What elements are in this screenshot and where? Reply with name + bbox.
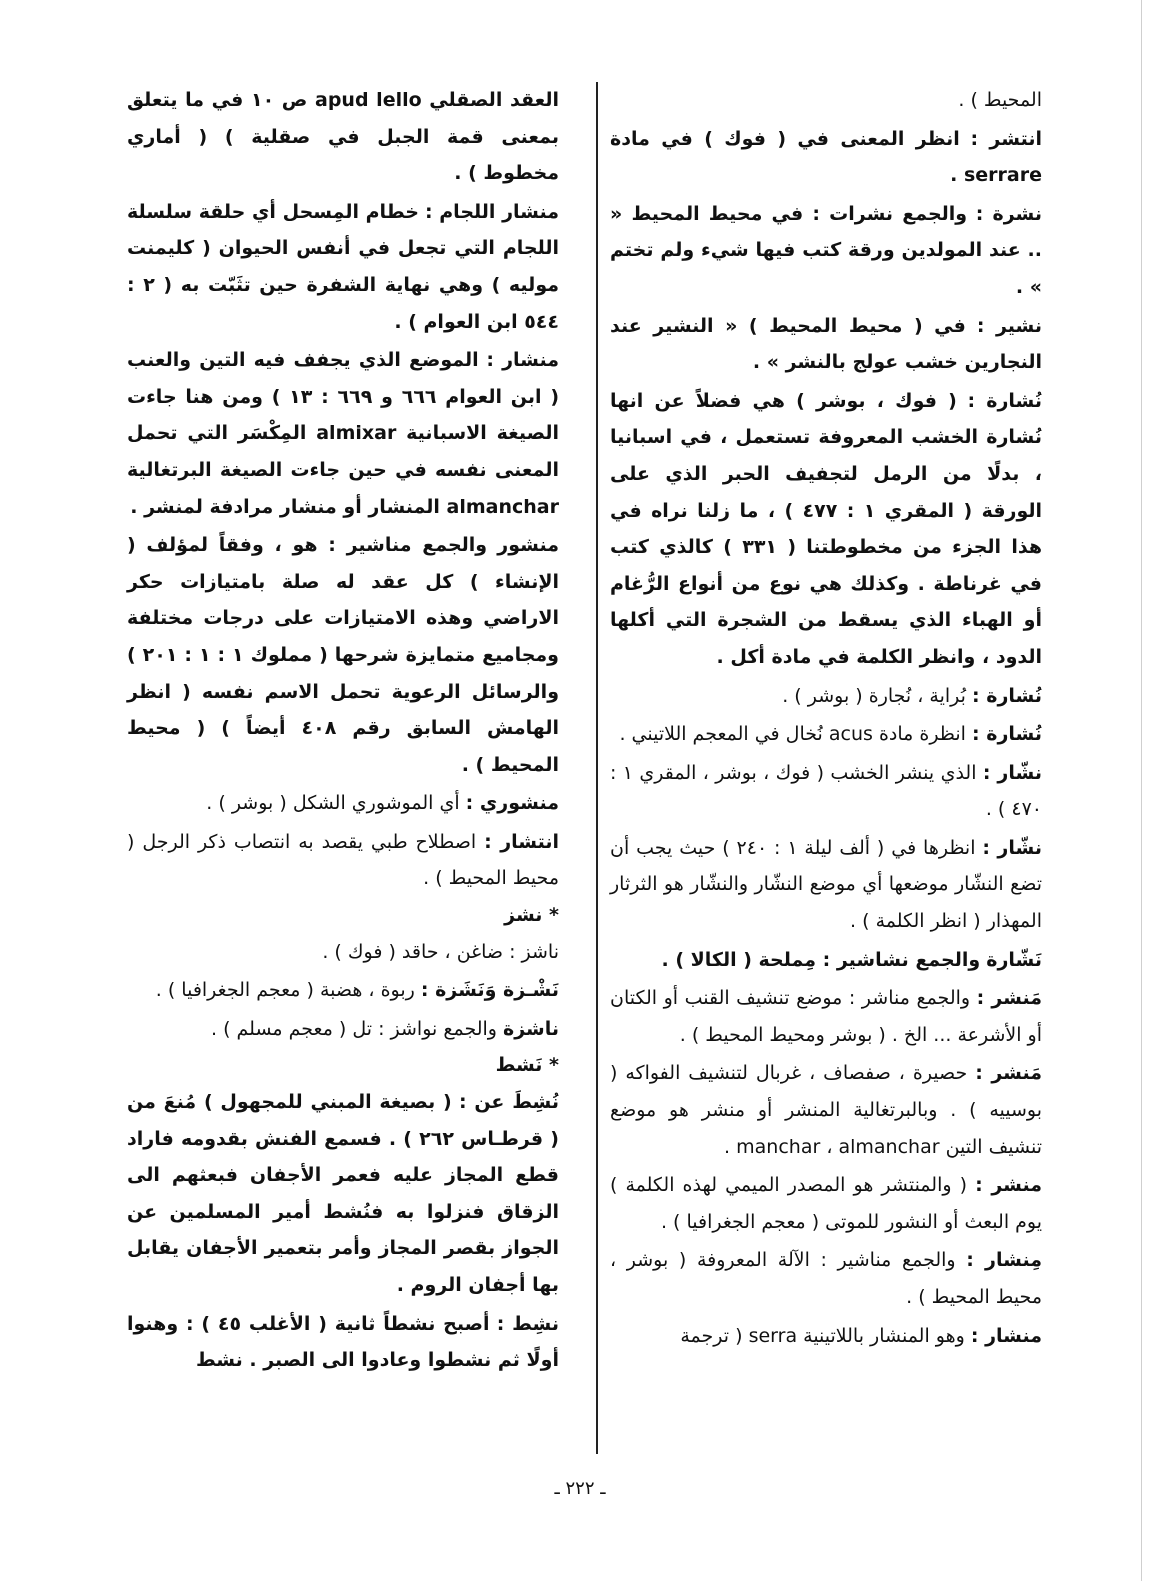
entry-headword: نَشّارة bbox=[986, 948, 1042, 971]
entry-body: ( والمنتشر هو المصدر الميمي لهذه الكلمة ) يوم البعث أو النشور للموتى ( معجم الجغرافيا ) . bbox=[610, 1174, 1042, 1233]
entry-headword: نُشارة : bbox=[972, 723, 1042, 746]
entry bbox=[610, 308, 1042, 381]
root-heading: * نشز bbox=[504, 904, 559, 927]
entry-body: وهو المنشار باللاتينية serra ( ترجمة bbox=[680, 1324, 965, 1347]
entry bbox=[610, 716, 1042, 753]
entry-headword: نَشْـزة وَنَشَزة : bbox=[420, 979, 559, 1002]
root-heading: * نَشط bbox=[495, 1054, 559, 1077]
right-column bbox=[610, 82, 1042, 1354]
entry bbox=[610, 980, 1042, 1053]
entry bbox=[127, 194, 559, 340]
left-column bbox=[127, 82, 559, 1379]
entry-headword: نشير : bbox=[976, 314, 1042, 337]
entry-body: انظرها في ( ألف ليلة ١ : ٢٤٠ ) حيث يجب أن تضع النشّار موضعها أي موضع النشّار والنشّار هو الثرثار المهذار ( انظر الكلمة ) . bbox=[610, 836, 1042, 933]
entry-headword: نُشارة : bbox=[967, 389, 1042, 412]
entry-headword: مِنشار : bbox=[966, 1249, 1042, 1272]
page-number: ـ ٢٢٢ ـ bbox=[554, 1478, 606, 1499]
entry bbox=[610, 678, 1042, 715]
entry-body: الذي ينشر الخشب ( فوك ، بوشر ، المقري ١ : ٤٧٠ ) . bbox=[610, 761, 1042, 821]
entry bbox=[610, 82, 1042, 119]
entry bbox=[610, 942, 1042, 979]
entry-headword: منشار : bbox=[486, 349, 560, 372]
entry-body: في ( محيط المحيط ) « النشير عند النجارين خشب عولج بالنشر » . bbox=[610, 314, 1042, 374]
entry-headword: نشرة : bbox=[975, 202, 1042, 225]
column-divider bbox=[596, 82, 598, 1454]
entry bbox=[127, 934, 559, 971]
entry-body: ( بصيغة المبني للمجهول ) مُنعَ من ( قرطـاس ٢٦٢ ) . فسمع الفنش بقدومه فاراد قطع المجاز عليه فعمر الأجفان فبعثهم الى الزقاق فنزلوا به فنُشط أمير المسلمين عن الجواز بقصر المجاز وأمر بتعمير الأجفان يقابل بها أجفان الروم . bbox=[127, 1091, 559, 1296]
entry-body: والجمع نواشز : تل ( معجم مسلم ) . bbox=[210, 1017, 497, 1040]
entry bbox=[127, 1011, 559, 1048]
entry bbox=[127, 824, 559, 897]
entry-body: حصيرة ، صفصاف ، غربال لتنشيف الفواكه ( بوسييه ) . وبالبرتغالية المنشر أو منشر هو موضع تنشيف التين manchar ، almanchar . bbox=[610, 1062, 1042, 1158]
entry-body: أصبح نشطاً ثانية ( الأغلب ٤٥ ) : وهنوا أولًا ثم نشطوا وعادوا الى الصبر . نشط bbox=[127, 1312, 559, 1372]
entry-headword: منشوري : bbox=[465, 792, 559, 815]
entry-body: اصطلاح طبي يقصد به انتصاب ذكر الرجل ( محيط المحيط ) . bbox=[127, 830, 559, 890]
entry-body: العقد الصقلي apud lello ص ١٠ في ما يتعلق بمعنى قمة الجبل في صقلية ) ( أماري مخطوط ) . bbox=[127, 89, 559, 185]
entry-body: خطام المِسحل أي حلقة سلسلة اللجام التي تجعل في أنفس الحيوان ( كليمنت موليه ) وهي نهاية الشفرة حين تثَبّت به ( ٢ : ٥٤٤ ابن العوام ) . bbox=[127, 200, 559, 333]
entry-body: ( فوك ، بوشر ) هي فضلاً عن انها نُشارة الخشب المعروفة تستعمل ، في اسبانيا ، بدلًا من الرمل لتجفيف الحبر الذي على الورقة ( المقري ١ : ٤٧٧ ) ، ما زلنا نراه في هذا الجزء من مخطوطتنا ( ٣٣١ ) كالذي كتب في غرناطة . وكذلك هي نوع من أنواع الرُّغام أو الهباء الذي يسقط من الشجرة التي أكلها الدود ، وانظر الكلمة في مادة أكل . bbox=[610, 389, 1043, 668]
entry-headword: نشِط : bbox=[496, 1312, 559, 1335]
entry-headword: نشّار : bbox=[982, 761, 1042, 784]
entry-body: انظر المعنى في ( فوك ) في مادة serrare . bbox=[610, 127, 1042, 187]
entry-headword: منشور bbox=[497, 534, 559, 557]
entry bbox=[127, 972, 559, 1009]
entry-headword: منشر : bbox=[975, 1174, 1042, 1197]
entry bbox=[610, 1055, 1042, 1165]
entry-headword: انتشر : bbox=[970, 127, 1042, 150]
entry-body: والجمع مناشر : موضع تنشيف القنب أو الكتان أو الأشرعة ... الخ . ( بوشر ومحيط المحيط ) . bbox=[610, 987, 1042, 1046]
entry-body: والجمع مناشير : هو ، وفقاً لمؤلف ( الإنشاء ) كل عقد له صلة بامتيازات حكر الاراضي وهذه الامتيازات على درجات مختلفة ومجاميع متمايزة شرحها ( مملوك ١ : ١ : ٢٠١ ) والرسائل الرعوية تحمل الاسم نفسه ( انظر الهامش السابق رقم ٤٠٨ أيضاً ) ( محيط المحيط ) . bbox=[127, 534, 559, 776]
entry-body: الموضع الذي يجفف فيه التين والعنب ( ابن العوام ٦٦٦ و ٦٦٩ : ١٣ ) ومن هنا جاءت الصيغة الاسبانية almixar المِكْسَر التي تحمل المعنى نفسه في حين جاءت الصيغة البرتغالية almanchar المنشار أو منشار مرادفة لمنشر . bbox=[127, 349, 560, 518]
entry bbox=[610, 1318, 1042, 1355]
entry-headword: ناشزة bbox=[503, 1017, 559, 1040]
entry bbox=[127, 785, 559, 822]
entry-headword: انتشار : bbox=[484, 830, 560, 853]
entry bbox=[610, 1167, 1042, 1240]
scan-edge-line bbox=[1141, 0, 1142, 1581]
entry-headword: منشار : bbox=[970, 1324, 1042, 1347]
entry-body: المحيط ) . bbox=[958, 89, 1042, 111]
entry bbox=[610, 121, 1042, 194]
entry-body: والجمع نشرات : في محيط المحيط « .. عند المولدين ورقة كتب فيها شيء ولم تختم » . bbox=[610, 202, 1042, 298]
entry bbox=[610, 196, 1042, 306]
entry-headword: مَنشر : bbox=[975, 1062, 1043, 1085]
entry-headword: نُشارة : bbox=[972, 684, 1042, 707]
entry-body: انظرة مادة acus نُخال في المعجم اللاتيني . bbox=[619, 723, 966, 746]
entry bbox=[127, 1084, 559, 1304]
entry-headword: ناشز : bbox=[509, 940, 559, 963]
entry bbox=[127, 82, 559, 192]
entry-headword: نُشِطَ عن : bbox=[458, 1091, 560, 1114]
entry-headword: منشار اللجام : bbox=[425, 200, 559, 223]
entry-headword: نشّار : bbox=[982, 836, 1042, 859]
entry-body: والجمع نشاشير : مِملحة ( الكالا ) . bbox=[661, 948, 981, 971]
entry-body: بُراية ، نُجارة ( بوشر ) . bbox=[782, 684, 966, 707]
entry bbox=[610, 383, 1042, 676]
entry-body: ربوة ، هضبة ( معجم الجغرافيا ) . bbox=[155, 979, 415, 1002]
entry bbox=[610, 830, 1042, 940]
entry-body: والجمع مناشير : الآلة المعروفة ( بوشر ، محيط المحيط ) . bbox=[610, 1249, 1042, 1308]
entry-body: أي الموشوري الشكل ( بوشر ) . bbox=[206, 792, 460, 815]
entry bbox=[127, 527, 559, 783]
entry-headword: مَنشر : bbox=[976, 987, 1042, 1010]
entry bbox=[610, 1242, 1042, 1315]
entry bbox=[127, 342, 559, 525]
entry bbox=[610, 755, 1042, 828]
entry-body: ضاغن ، حاقد ( فوك ) . bbox=[322, 940, 504, 963]
entry bbox=[127, 1306, 559, 1379]
